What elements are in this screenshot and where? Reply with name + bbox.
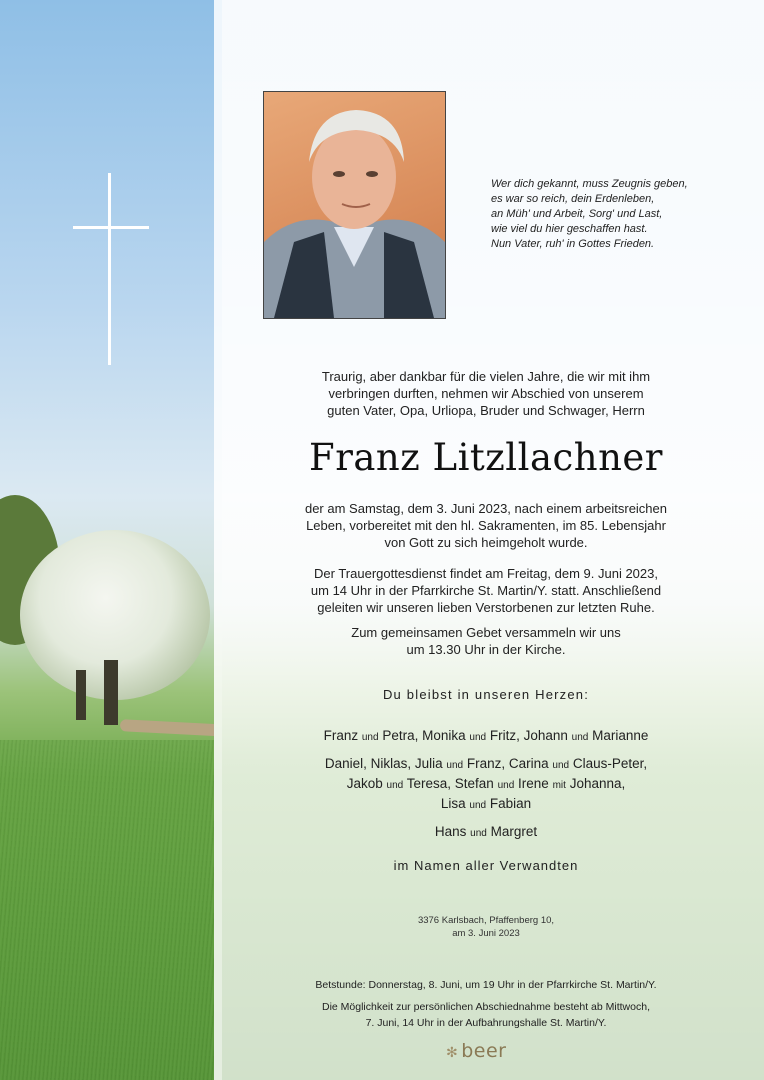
prayer-line: Zum gemeinsamen Gebet versammeln wir uns: [351, 625, 621, 640]
address-line: 3376 Karlsbach, Pfaffenberg 10,: [417, 915, 555, 926]
intro-line: guten Vater, Opa, Urliopa, Bruder und Schwager, Herrn: [327, 403, 645, 418]
family-name: Lisa: [440, 796, 466, 811]
notes-block: [226, 977, 746, 1031]
poem-line: Wer dich gekannt, muss Zeugnis geben,: [491, 178, 688, 190]
death-text: [226, 500, 746, 551]
address-date: am 3. Juni 2023: [452, 928, 520, 939]
person-portrait-icon: [264, 92, 445, 318]
family-conjunction: und: [571, 732, 589, 743]
family-conjunction: mit: [552, 780, 566, 791]
service-text: [226, 565, 746, 616]
family-name: Irene: [518, 776, 549, 791]
family-name: Marianne: [592, 728, 649, 743]
cross-icon: [108, 173, 111, 365]
family-name: Teresa, Stefan: [406, 776, 494, 791]
address-block: [226, 914, 746, 940]
family-name: Petra, Monika: [382, 728, 466, 743]
poem-line: es war so reich, dein Erdenleben,: [491, 193, 655, 205]
family-row: [226, 755, 746, 775]
death-line: von Gott zu sich heimgeholt wurde.: [384, 535, 588, 550]
family-name: Franz: [323, 728, 359, 743]
death-line: der am Samstag, dem 3. Juni 2023, nach einem arbeitsreichen: [304, 501, 668, 516]
poem-line: wie viel du hier geschaffen hast.: [491, 223, 648, 235]
family-row: [226, 795, 746, 815]
family-conjunction: und: [361, 732, 379, 743]
family-name: Johanna,: [569, 776, 626, 791]
divider-stripe: [214, 0, 222, 1080]
prayer-line: um 13.30 Uhr in der Kirche.: [406, 642, 566, 657]
family-row: [226, 823, 746, 843]
family-row: [226, 775, 746, 795]
poem: [491, 177, 751, 252]
logo-text: beer: [461, 1040, 507, 1062]
abschied-note: Die Möglichkeit zur persönlichen Abschiednahme besteht ab Mittwoch,: [321, 1001, 650, 1013]
family-name: Franz, Carina: [466, 756, 549, 771]
family-conjunction: und: [446, 760, 464, 771]
relatives-signoff: im Namen aller Verwandten: [393, 858, 579, 873]
family-list: [226, 727, 746, 843]
family-conjunction: und: [386, 780, 404, 791]
service-line: um 14 Uhr in der Pfarrkirche St. Martin/Y. statt. Anschließend: [310, 583, 662, 598]
family-row: [226, 727, 746, 747]
hearts-heading: Du bleibst in unseren Herzen:: [382, 687, 590, 702]
betstunde-note: Betstunde: Donnerstag, 8. Juni, um 19 Uhr in der Pfarrkirche St. Martin/Y.: [315, 979, 657, 991]
service-line: geleiten wir unseren lieben Verstorbenen zur letzten Ruhe.: [317, 600, 655, 615]
intro-text: [226, 368, 746, 419]
family-name: Hans: [434, 824, 467, 839]
family-name: Daniel, Niklas, Julia: [324, 756, 443, 771]
family-name: Claus-Peter,: [572, 756, 648, 771]
tree-trunk: [76, 670, 86, 720]
abschied-note: 7. Juni, 14 Uhr in der Aufbahrungshalle St. Martin/Y.: [365, 1017, 607, 1029]
grass-field: [0, 740, 214, 1080]
cross-icon-bar: [73, 226, 149, 229]
service-line: Der Trauergottesdienst findet am Freitag, dem 9. Juni 2023,: [314, 566, 658, 581]
deceased-name: Franz Litzllachner: [309, 436, 663, 479]
tree-trunk: [104, 660, 118, 725]
intro-line: Traurig, aber dankbar für die vielen Jahre, die wir mit ihm: [321, 369, 651, 384]
family-conjunction: und: [552, 760, 570, 771]
family-conjunction: und: [497, 780, 515, 791]
portrait-photo: [263, 91, 446, 319]
landscape-panel: [0, 0, 214, 1080]
death-line: Leben, vorbereitet mit den hl. Sakramenten, im 85. Lebensjahr: [306, 518, 666, 533]
dirt-path: [120, 719, 214, 737]
family-name: Jakob: [346, 776, 383, 791]
prayer-text: [226, 624, 746, 658]
poem-line: an Müh' und Arbeit, Sorg' und Last,: [491, 208, 663, 220]
family-conjunction: und: [469, 800, 487, 811]
family-conjunction: und: [469, 732, 487, 743]
family-name: Fritz, Johann: [489, 728, 568, 743]
poem-line: Nun Vater, ruh' in Gottes Frieden.: [491, 238, 655, 250]
family-conjunction: und: [470, 828, 487, 839]
intro-line: verbringen durften, nehmen wir Abschied von unserem: [328, 386, 644, 401]
dandelion-icon: ✻: [446, 1045, 459, 1061]
funeral-home-logo: [446, 1040, 507, 1062]
family-name: Margret: [490, 824, 538, 839]
family-name: Fabian: [489, 796, 532, 811]
